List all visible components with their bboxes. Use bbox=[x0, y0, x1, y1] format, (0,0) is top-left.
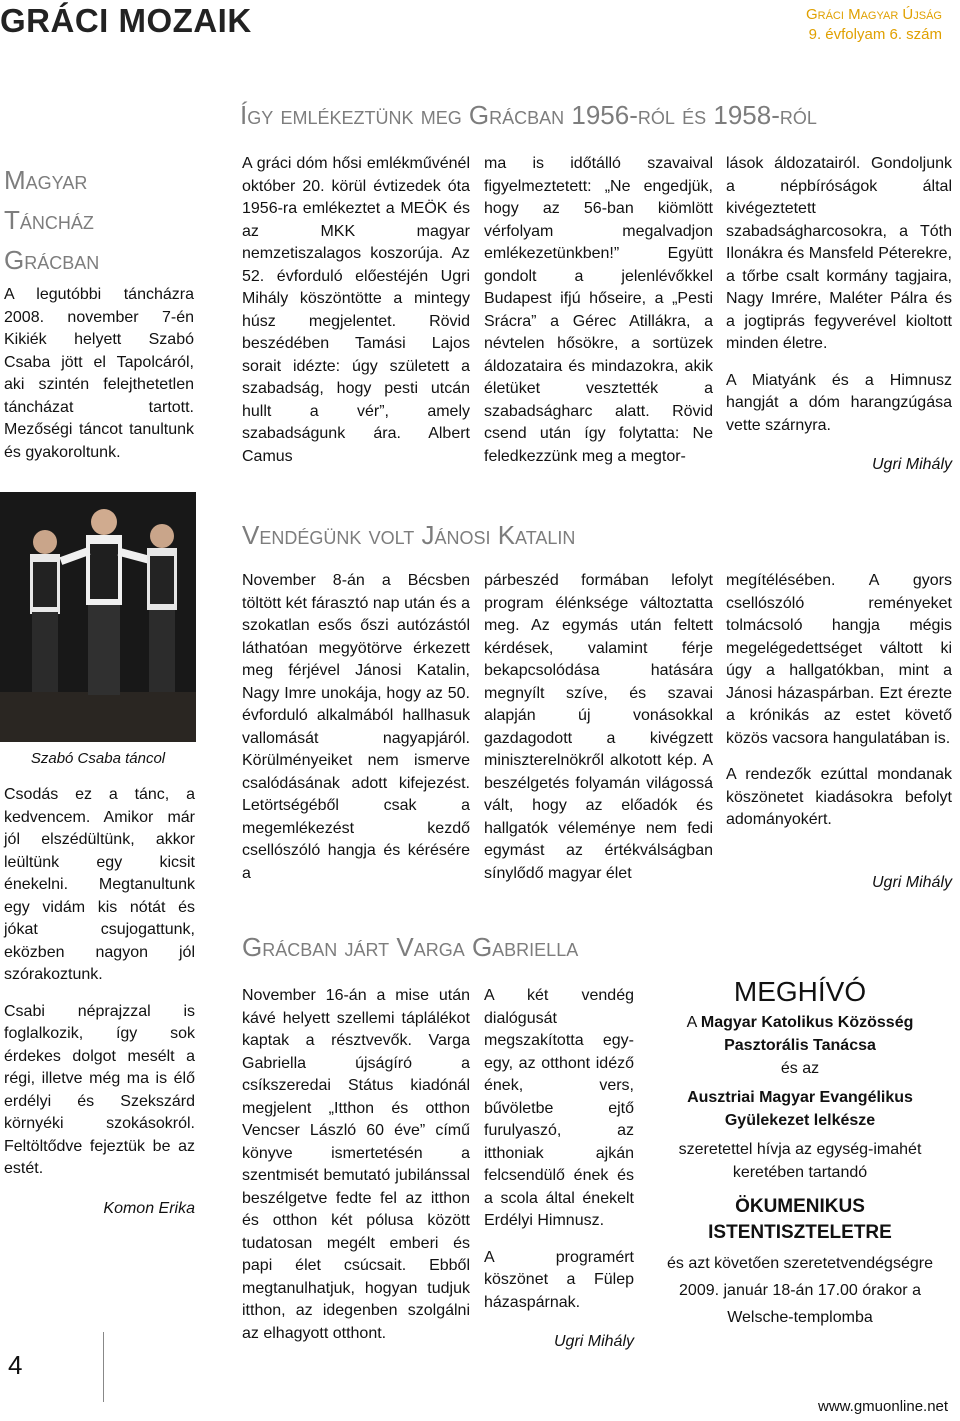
tanchaz-author: Komon Erika bbox=[103, 1200, 195, 1217]
invitation-box bbox=[650, 976, 950, 1329]
invitation-date: 2009. január 18-án 17.00 órakor a bbox=[679, 1282, 921, 1299]
memorial-column-1 bbox=[242, 153, 470, 468]
guest-paragraph: November 8-án a Bécsben töltött két fárasztó nap után és a szokatlan esős őszi autózástól láthatóan megyötörve érkezett meg férjével Jánosi Katalin, Nagy Imre unokája, hogy az 50. évforduló alkalmából hallhasuk vallomását nagyapjáról. Körülményeiket nem ismerve csalódásának adott kifejezést. Letörtségéből csak a megemlékezést kezdő csellószóló hangja és kérésére a bbox=[242, 572, 470, 882]
website-url[interactable]: www.gmuonline.net bbox=[818, 1398, 949, 1415]
article-heading-guest: Vendégünk volt Jánosi Katalin bbox=[242, 520, 576, 550]
article-heading-1956: Így emlékeztünk meg Grácban 1956-ról és 1958-ról bbox=[240, 100, 817, 130]
heading-line: Táncház bbox=[4, 205, 94, 235]
page-number: 4 bbox=[8, 1350, 23, 1380]
invitation-place: Welsche-templomba bbox=[727, 1309, 873, 1326]
varga-paragraph: November 16-án a mise után kávé helyett szellemi táplálékot kaptak a résztvevők. Varga Gabriella újságíró a csíkszeredai Státus kiadónál megjelent „Itthon és otthon Vencser László 60 éve” című könyve ismertetésén a szentmisét bemutató jubilánssal beszélgetve fedte fel az itthon és otthon két pólusa között tudatosan megélt emberi és papi élet csúcsait. Ebből megtanulhatjuk, hogyan tudjuk itthon, az idegenben szolgálni az elhagyott otthont. bbox=[242, 987, 470, 1342]
varga-paragraph: A két vendég dialógusát megszakította egy-egy, az otthont idéző ének, vers, bűvöletbe ejtő furulyaszó, az itthoniak ajkán felcsendülő ének és a scola által énekelt Erdélyi Himnusz. bbox=[484, 987, 634, 1229]
guest-paragraph: megítélésében. A gyors csellószóló reményeket tolmácsoló hangja mégis megelégedettséget váltott ki úgy a hallgatókban, mint a Jánosi házaspárban. Ezt érezte a krónikás az estet követő közös vacsora hangulatában is. bbox=[726, 572, 952, 747]
invitation-title: MEGHÍVÓ bbox=[733, 976, 867, 1007]
photo-caption: Szabó Csaba táncol bbox=[30, 750, 166, 767]
memorial-paragraph: ma is időtálló szavaival figyelmeztetett: „Ne engedjük, hogy az 56-ban kiömlött vérfolyam megalvadjon emlékezetünkben!” Együtt gondolt a jelenlévőkkel Budapest ifjú hőseire, a „Pesti Srácra” a Gérec Atillákra, a névtelen hősökre, a sortüzek áldozataira és mindazokra, akik életüket vesztették a szabadságharc alatt. Rövid csend után így folytatta: Ne feledkezzünk meg a megtor- bbox=[484, 155, 713, 465]
tanchaz-paragraph: Csodás ez a tánc, a kedvencem. Amikor már jól elszédültünk, akkor leültünk egy kicsit énekelni. Megtanultunk egy vidám kis nótát és jókat csujogattunk, eközben nagyon jól szórakoztunk. bbox=[4, 786, 195, 983]
tanchaz-intro bbox=[4, 284, 194, 464]
heading-line: Magyar bbox=[4, 165, 88, 195]
varga-column-2 bbox=[484, 985, 634, 1314]
invitation-article: A bbox=[686, 1014, 697, 1031]
publication-name: Gráci Magyar Újság bbox=[805, 6, 942, 23]
guest-column-1 bbox=[242, 570, 470, 885]
tanchaz-paragraph: Csabi néprajzzal is foglalkozik, így sok érdekes dolgot mesélt a régi, illetve még ma is élő erdélyi és Szekszárd környéki szokásokról. Feltöltődve fejeztük be az estét. bbox=[4, 1002, 195, 1177]
memorial-column-2 bbox=[484, 153, 713, 468]
varga-paragraph: A programért köszönet a Fülep házaspárnak. bbox=[484, 1248, 634, 1311]
heading-line: Grácban bbox=[4, 245, 100, 275]
guest-author: Ugri Mihály bbox=[871, 874, 952, 891]
issue-number: 9. évfolyam 6. szám bbox=[808, 26, 942, 43]
invitation-org-2: Ausztriai Magyar Evangélikus Gyülekezet lelkésze bbox=[687, 1089, 913, 1129]
article-heading-varga: Grácban járt Varga Gabriella bbox=[242, 932, 579, 962]
guest-paragraph: A rendezők ezúttal mondanak köszönetet kiadásokra befolyt adományokért. bbox=[726, 766, 952, 828]
guest-column-2 bbox=[484, 570, 713, 885]
invitation-organizer-1 bbox=[650, 1011, 950, 1057]
memorial-paragraph: A gráci dóm hősi emlékművénél október 20. körül évtizedek óta 1956-ra emlékeztet a MEÖK és az MKK magyar nemzetiszalagos koszorúja. Az 52. évforduló előestéjén Ugri Mihály köszöntötte a mintegy húsz megjelentet. Rövid beszédében Tamási Lajos sorait idézte: úgy született a szabadság, hogy pesti utcán hullt a vér”, amely szabadságunk ára. Albert Camus bbox=[242, 155, 470, 465]
invitation-text-2: és azt követően szeretetvendégségre bbox=[667, 1255, 933, 1272]
masthead: GRÁCI MOZAIK bbox=[0, 2, 252, 39]
guest-column-3 bbox=[726, 570, 952, 832]
dancer-photo-image bbox=[0, 492, 196, 742]
varga-column-1 bbox=[242, 985, 470, 1345]
dancer-photo bbox=[0, 492, 196, 742]
invitation-and: és az bbox=[780, 1060, 820, 1077]
memorial-paragraph: lások áldozatairól. Gondoljunk a népbíróságok által kivégeztetett szabadságharcosokra, a Tóth Ilonákra és Mansfeld Péterekre, a tőrbe csalt kormány tagjaira, Nagy Imrére, Maléter Pálra és a jogtiprás fegyverével kioltott minden életre. bbox=[726, 155, 952, 352]
invitation-event: ÖKUMENIKUS ISTENTISZTELETRE bbox=[708, 1196, 892, 1243]
invitation-org-1: Magyar Katolikus Közösség Pasztorális Tanácsa bbox=[700, 1014, 914, 1054]
tanchaz-intro-text: A legutóbbi táncházra 2008. november 7-én Kikiék helyett Szabó Csaba jött el Tapolcáról, aki szintén felejthetetlen táncházat tartott. Mezőségi táncot tanultunk és gyakoroltunk. bbox=[4, 286, 194, 461]
memorial-paragraph: A Miatyánk és a Himnusz hangját a dóm harangzúgása vette szárnyra. bbox=[726, 371, 952, 434]
memorial-column-3 bbox=[726, 153, 952, 437]
invitation-text-1: szeretettel hívja az egység-imahét keretében tartandó bbox=[678, 1141, 922, 1181]
page-divider bbox=[103, 1332, 104, 1402]
varga-author: Ugri Mihály bbox=[553, 1333, 634, 1350]
article-heading-tanchaz bbox=[4, 160, 99, 280]
guest-paragraph: párbeszéd formában lefolyt program élénksége változtatta meg. Az egymás után feltett kérdések, valamint férje bekapcsolódása hatására megnyílt szíve, és szavai alapján új vonásokkal gazdagodott a kivégzett miniszterelnökről alkotott kép. A beszélgetés folyamán világossá vált, hogy az előadók és hallgatók véleménye nem fedi egymást az értékválságban sínylődő magyar élet bbox=[484, 572, 713, 882]
memorial-author: Ugri Mihály bbox=[871, 456, 952, 473]
publication-info bbox=[806, 5, 942, 45]
tanchaz-continued bbox=[4, 784, 195, 1181]
